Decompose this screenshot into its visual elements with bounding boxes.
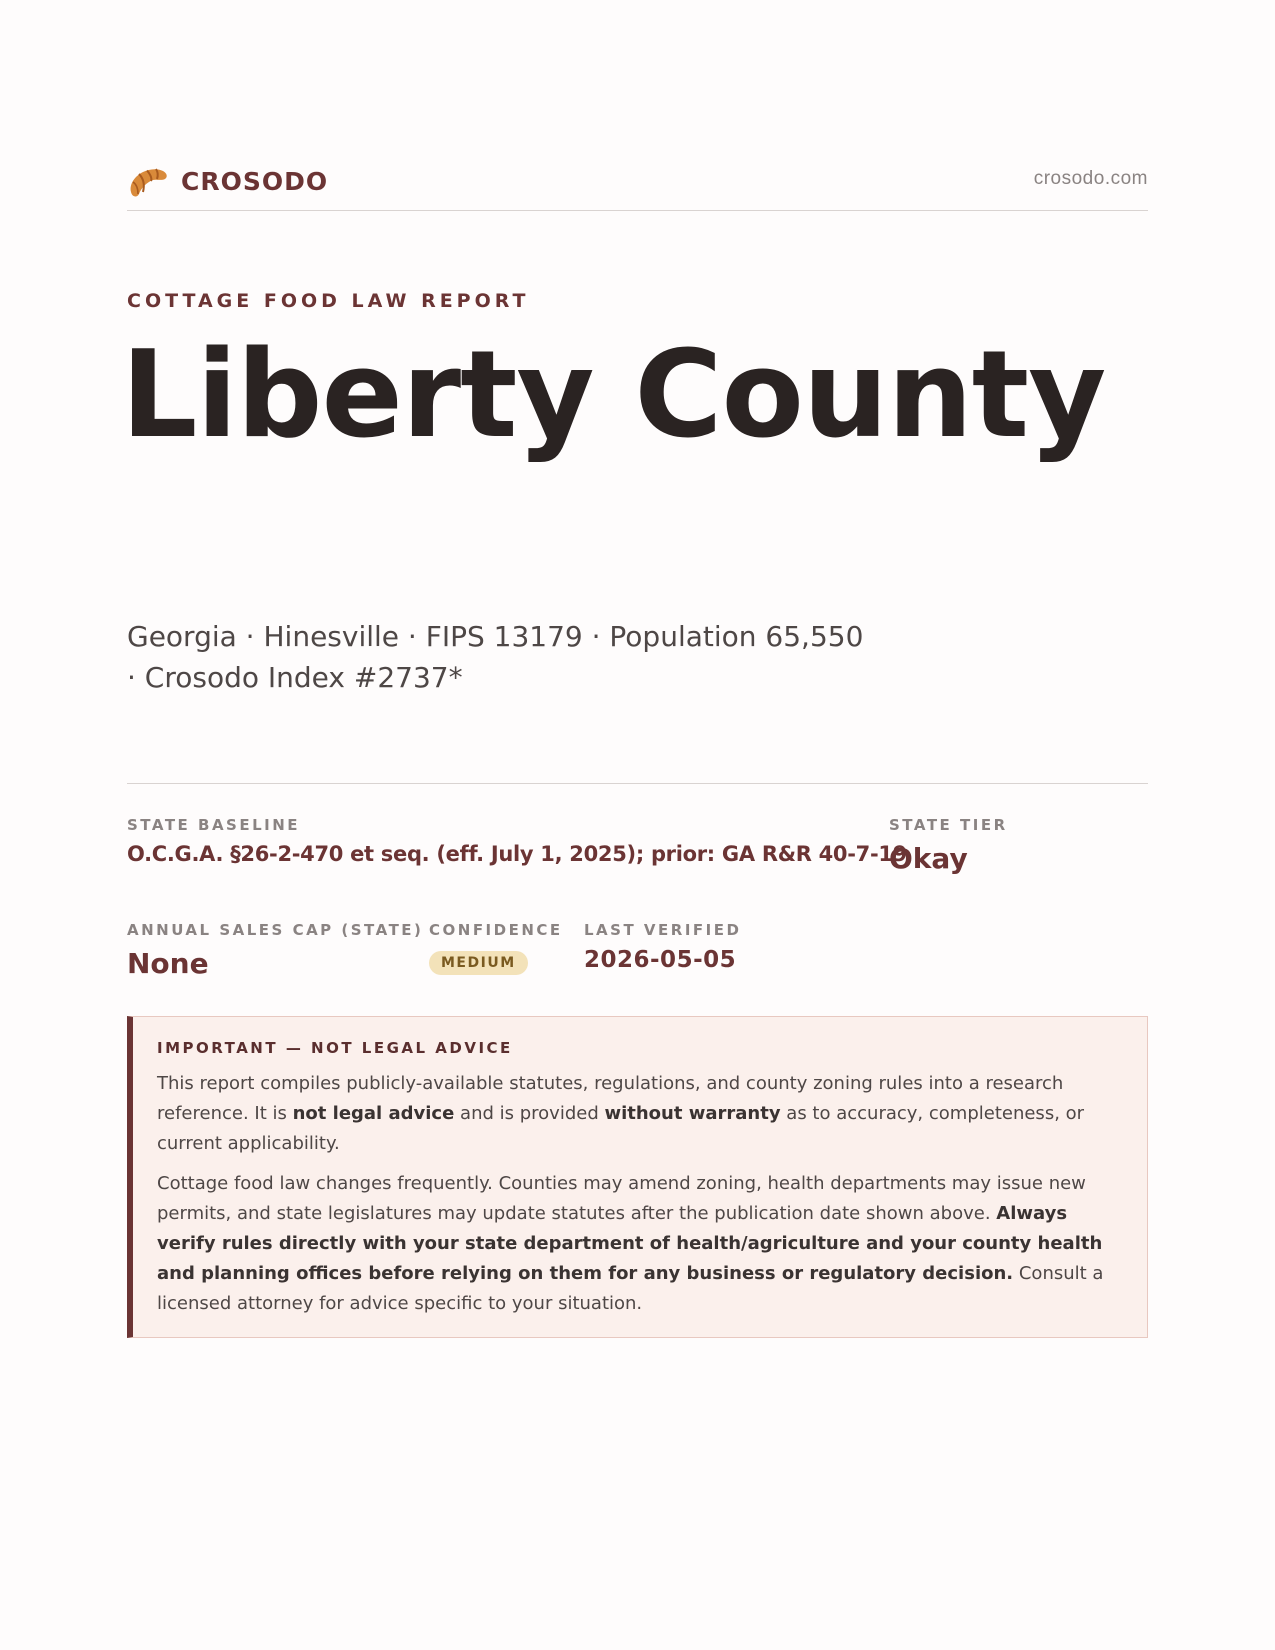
notice-paragraph-2 (157, 1169, 1121, 1319)
state-tier-label: STATE TIER (889, 816, 1008, 834)
last-verified-label: LAST VERIFIED (584, 921, 742, 939)
site-url[interactable]: crosodo.com (1033, 168, 1148, 189)
state-baseline-value: O.C.G.A. §26-2-470 et seq. (eff. July 1, 2025); prior: GA R&R 40-7-19 (127, 842, 907, 866)
page-header (127, 156, 1148, 211)
croissant-icon (127, 162, 169, 200)
notice-emphasis: not legal advice (292, 1103, 455, 1124)
sales-cap-value: None (127, 947, 209, 980)
confidence-label: CONFIDENCE (429, 921, 563, 939)
state-baseline-field (127, 816, 907, 866)
confidence-badge: MEDIUM (429, 951, 528, 975)
notice-text: This report compiles publicly-available statutes, regulations, and county zoning rules into a research reference. It is (157, 1073, 1064, 1124)
state-tier-field (889, 816, 1008, 875)
notice-emphasis: Always verify rules directly with your state department of health/agriculture and your county health and planning offices before relying on them for any business or regulatory decision. (157, 1203, 1103, 1284)
section-divider (127, 783, 1148, 784)
notice-emphasis: without warranty (604, 1103, 781, 1124)
last-verified-field (584, 921, 741, 973)
sales-cap-field (127, 921, 423, 980)
brand-name: CROSODO (181, 166, 329, 196)
page-title: Liberty County (121, 326, 1106, 465)
report-page (121, 0, 1148, 1650)
report-eyebrow: COTTAGE FOOD LAW REPORT (127, 290, 530, 312)
confidence-field (429, 921, 563, 975)
brand-logo[interactable] (127, 162, 328, 200)
notice-text: Cottage food law changes frequently. Counties may amend zoning, health departments may issue new permits, and state legislatures may update statutes after the publication date shown above. (157, 1173, 1086, 1224)
notice-text: as to accuracy, completeness, or current applicability. (157, 1103, 1085, 1154)
county-subline: Georgia · Hinesville · FIPS 13179 · Population 65,550 · Crosodo Index #2737* (127, 620, 864, 694)
notice-text: Consult a licensed attorney for advice specific to your situation. (157, 1263, 1104, 1314)
sales-cap-label: ANNUAL SALES CAP (STATE) (127, 921, 424, 939)
state-tier-value: Okay (889, 842, 968, 875)
state-baseline-label: STATE BASELINE (127, 816, 301, 834)
notice-paragraph-1 (157, 1069, 1121, 1159)
notice-title: IMPORTANT — NOT LEGAL ADVICE (157, 1039, 513, 1057)
legal-notice (127, 1016, 1148, 1338)
notice-text: and is provided (454, 1103, 605, 1124)
last-verified-value: 2026-05-05 (584, 947, 737, 973)
